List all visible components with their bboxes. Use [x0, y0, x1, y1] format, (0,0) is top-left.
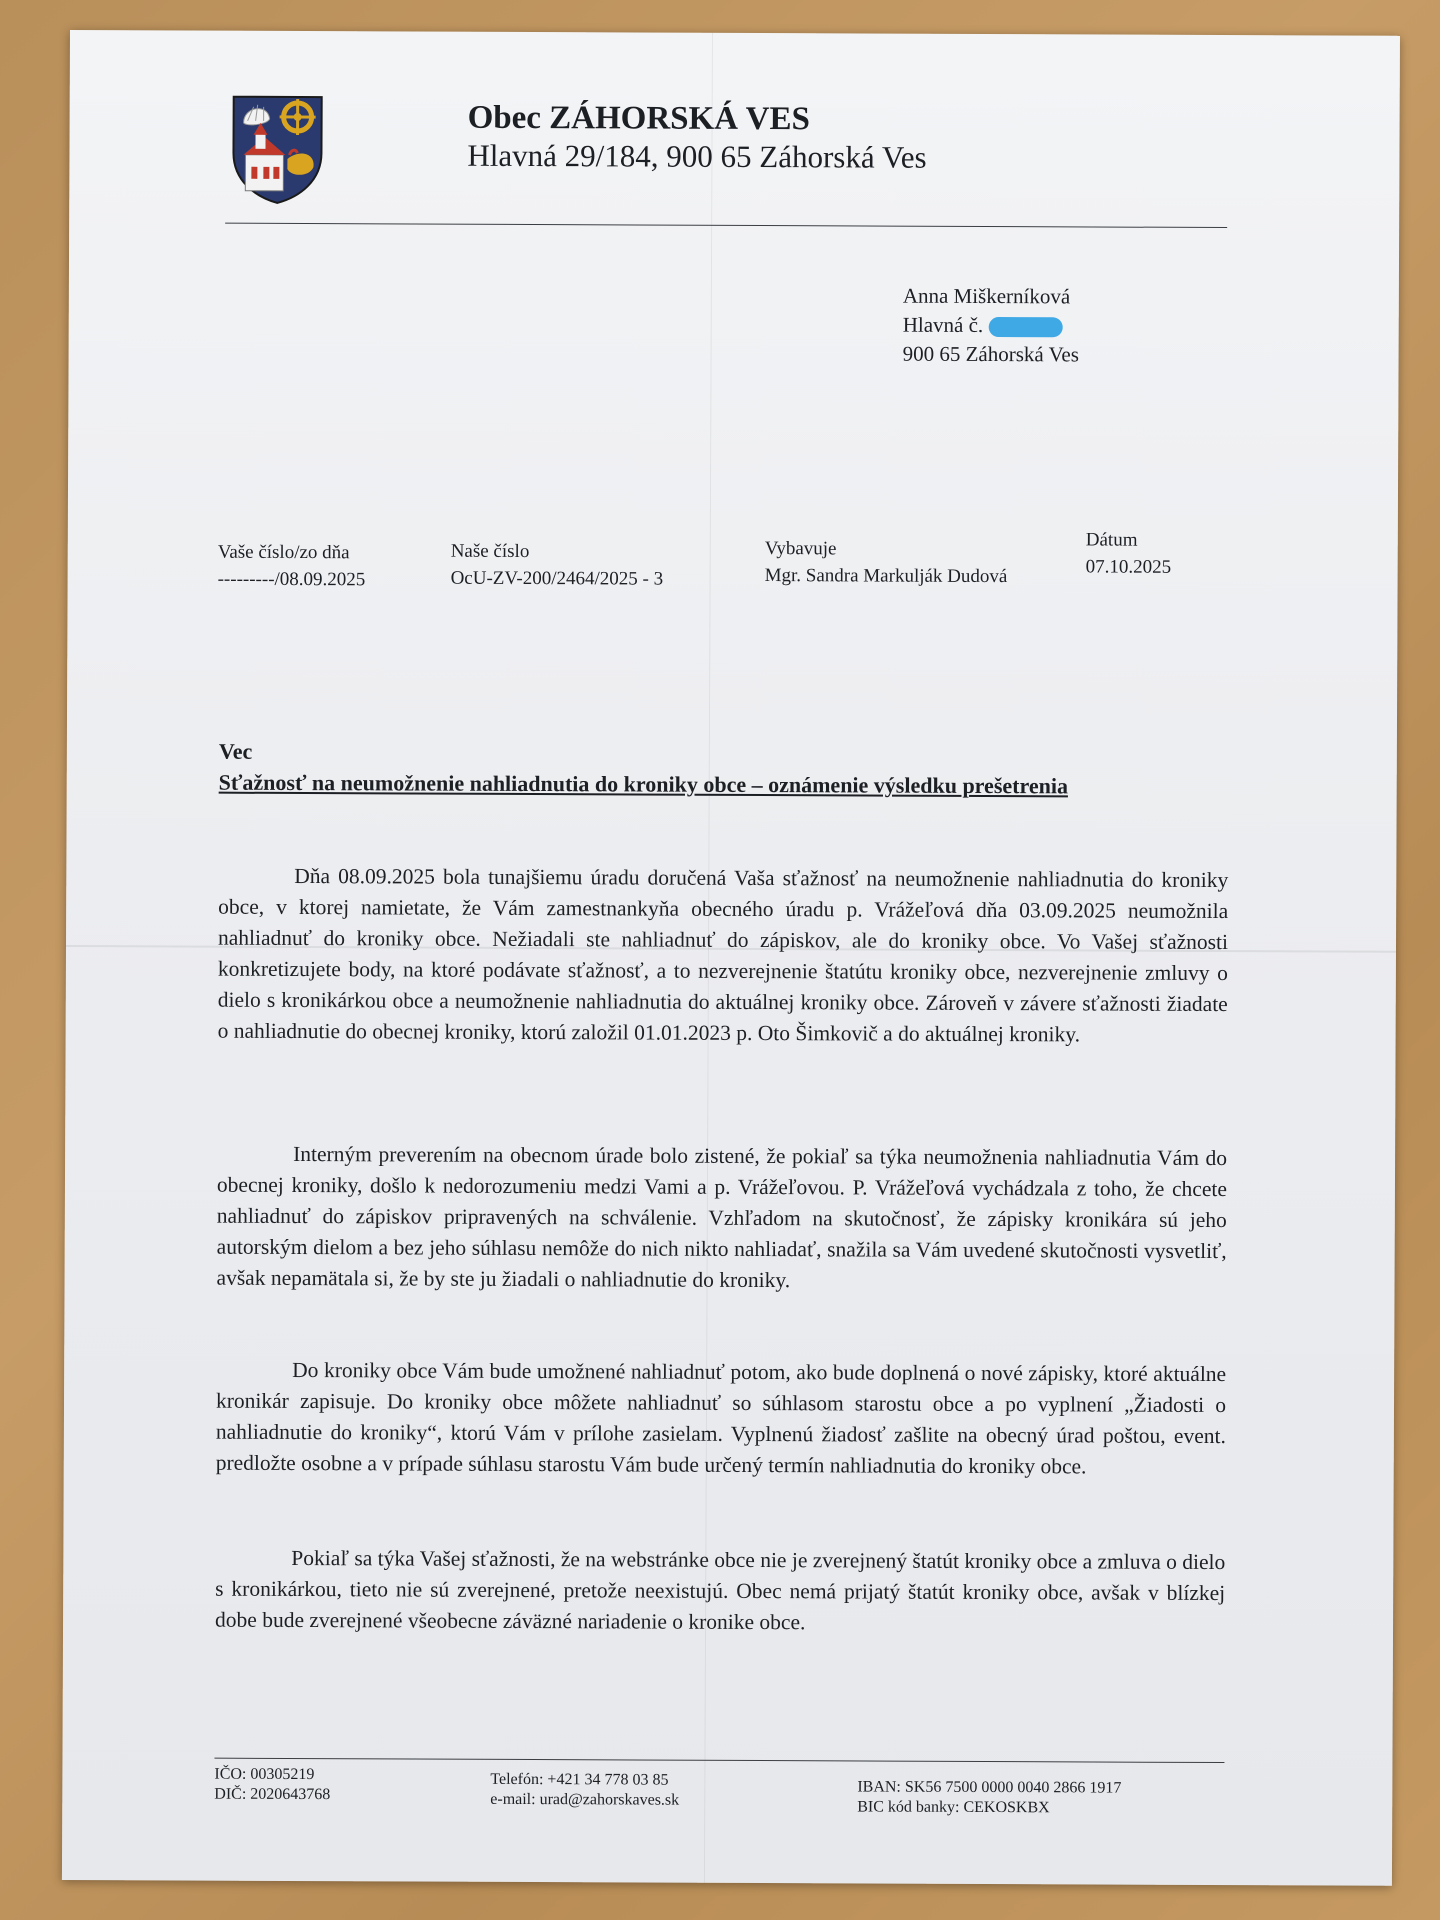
ref-date — [1086, 526, 1172, 580]
footer-phone: Telefón: +421 34 778 03 85 — [490, 1770, 669, 1789]
body-paragraph-3: Do kroniky obce Vám bude umožnené nahliadnuť potom, ako bude doplnená o nové zápisky, ktoré aktuálne kronikár zapisuje. Do kroniky obce môžete nahliadnuť so súhlasom starostu obce a po vyplnení „Žiadosti o nahliadnutie do kroniky“, ktorú Vám v prílohe zasielam. Vyplnenú žiadosť zašlite na obecný úrad poštou, event. predložte osobne a v prípade súhlasu starostu Vám bude určený termín nahliadnutia do kroniky obce. — [215, 1357, 1227, 1479]
ref-handled-by — [765, 535, 1008, 590]
ref-our-number-value: OcU-ZV-200/2464/2025 - 3 — [450, 567, 664, 590]
footer-dic: DIČ: 2020643768 — [214, 1785, 331, 1804]
municipality-address: Hlavná 29/184, 900 65 Záhorská Ves — [467, 137, 927, 175]
footer-bank — [857, 1777, 1121, 1818]
body-paragraph-2: Interným preverením na obecnom úrade bolo zistené, že pokiaľ sa týka neumožnenia nahliadnutia Vám do obecnej kroniky, došlo k nedorozumeniu medzi Vami a p. Vrážeľovou. P. Vrážeľová vychádzala z toho, že chcete nahliadnuť do zápiskov pripravených na schválenie. Vzhľadom na skutočnosť, že zápisky kronikára sú jeho autorským dielom a bez jeho súhlasu nemôže do nich nikto nahliadať, snažila sa Vám uvedené skutočnosti vysvetliť, avšak nepamätala si, že by ste ju žiadali o nahliadnutie do kroniky. — [216, 1141, 1228, 1293]
recipient-street-line — [903, 311, 1079, 341]
ref-our-number — [451, 538, 664, 593]
footer-iban: IBAN: SK56 7500 0000 0040 2866 1917 — [857, 1778, 1122, 1797]
subject-label: Vec — [218, 738, 253, 764]
footer-ids — [214, 1765, 330, 1806]
ref-your-number-value: ---------/08.09.2025 — [217, 568, 366, 591]
header-divider — [225, 223, 1227, 228]
footer-email: e-mail: urad@zahorskaves.sk — [490, 1790, 680, 1809]
body-paragraph-1: Dňa 08.09.2025 bola tunajšiemu úradu doručená Vaša sťažnosť na neumožnenie nahliadnutia do kroniky obce, v ktorej namietate, že Vám zamestnankyňa obecného úradu p. Vrážeľová dňa 03.09.2025 neumožnila nahliadnuť do kroniky obce. Nežiadali ste nahliadnuť do zápiskov, ale do kroniky obce. Vo Vašej sťažnosti konkretizujete body, na ktoré podávate sťažnosť, a to nezverejnenie štatútu kroniky obce, nezverejnenie zmluvy o dielo s kronikárkou obce a neumožnenie nahliadnutia do aktuálnej kroniky obce. Zároveň v závere sťažnosti žiadate o nahliadnutie do obecnej kroniky, ktorú založil 01.01.2023 p. Oto Šimkovič a do aktuálnej kroniky. — [217, 863, 1229, 1047]
ref-date-value: 07.10.2025 — [1085, 556, 1172, 578]
ref-date-label: Dátum — [1085, 529, 1138, 551]
ref-your-number — [218, 539, 366, 594]
ref-handled-by-label: Vybavuje — [764, 538, 837, 560]
footer-ico: IČO: 00305219 — [214, 1765, 315, 1784]
footer-bic: BIC kód banky: CEKOSKBX — [857, 1798, 1050, 1817]
ref-our-number-label: Naše číslo — [450, 540, 530, 563]
recipient-city: 900 65 Záhorská Ves — [902, 341, 1079, 367]
recipient-name: Anna Miškerníková — [902, 283, 1071, 309]
municipality-name: Obec ZÁHORSKÁ VES — [467, 99, 810, 138]
subject-text: Sťažnosť na neumožnenie nahliadnutia do kroniky obce – oznámenie výsledku prešetrenia — [218, 769, 1069, 799]
ref-handled-by-value: Mgr. Sandra Markulják Dudová — [764, 565, 1008, 588]
municipal-coat-of-arms-icon — [229, 93, 325, 205]
ref-your-number-label: Vaše číslo/zo dňa — [217, 541, 350, 564]
footer-contact — [490, 1770, 679, 1811]
recipient-address-block — [903, 282, 1080, 370]
footer-divider — [214, 1758, 1224, 1763]
letter-page — [62, 30, 1400, 1886]
redaction-mark — [989, 317, 1063, 337]
recipient-street: Hlavná č. — [902, 312, 984, 337]
body-paragraph-4: Pokiaľ sa týka Vašej sťažnosti, že na webstránke obce nie je zverejnený štatút kroniky obce a zmluva o dielo s kronikárkou, tieto nie sú zverejnené, pretože neexistujú. Obec nemá prijatý štatút kroniky obce, avšak v blízkej dobe bude zverejnené všeobecne záväzné nariadenie o kronike obce. — [215, 1545, 1226, 1635]
